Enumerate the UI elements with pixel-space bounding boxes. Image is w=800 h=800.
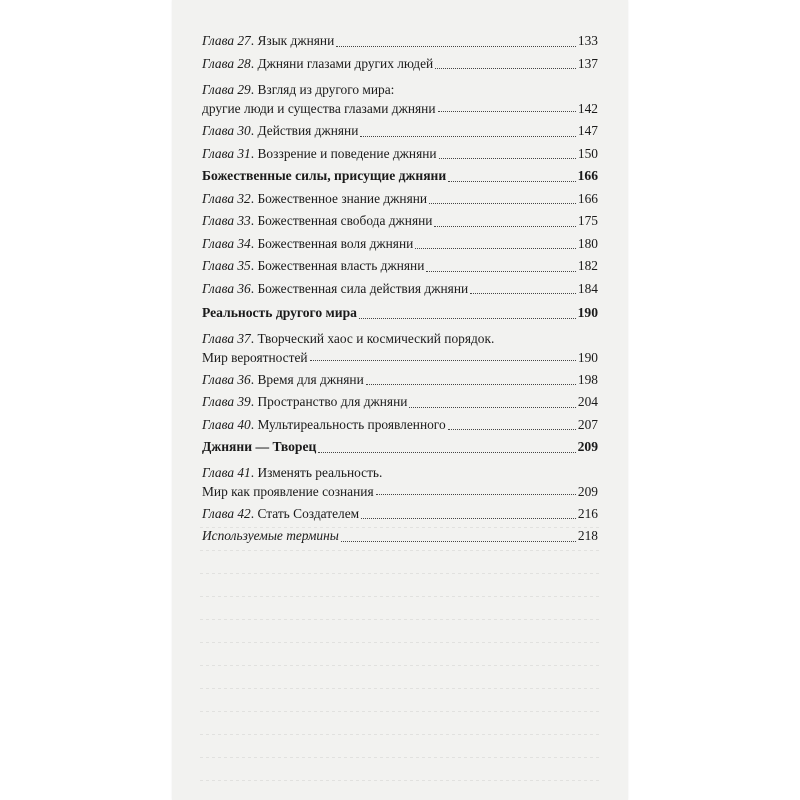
dot-leader xyxy=(360,135,576,137)
dot-leader xyxy=(366,383,576,385)
toc-entry: Глава 39. Пространство для джняни 204 xyxy=(202,391,598,414)
chapter-title-line-2: другие люди и существа глазами джняни xyxy=(202,101,436,116)
chapter-number: Глава 33 xyxy=(202,213,251,228)
chapter-number: Глава 36 xyxy=(202,371,251,387)
toc-entry: Глава 27. Язык джняни 133 xyxy=(202,30,598,53)
dot-leader xyxy=(409,406,575,408)
dot-leader xyxy=(429,202,576,204)
page-number: 216 xyxy=(577,505,598,521)
dot-leader xyxy=(318,451,575,453)
toc-entry: Глава 30. Действия джняни 147 xyxy=(202,120,598,143)
page-number: 209 xyxy=(577,439,598,454)
chapter-number: Глава 27 xyxy=(202,33,251,48)
toc-entry: Глава 29. Взгляд из другого мира: другие люди и существа глазами джняни 142 xyxy=(202,82,598,116)
page-number: 180 xyxy=(577,235,598,251)
chapter-title: Мультиреальность проявленного xyxy=(257,416,446,432)
section-title: Божественные силы, присущие джняни xyxy=(202,168,447,183)
dot-leader xyxy=(361,517,576,519)
chapter-title-line-2: Мир как проявление сознания xyxy=(202,483,374,499)
toc-entry-terms xyxy=(202,525,598,548)
toc-section-heading xyxy=(202,165,598,188)
dot-leader xyxy=(341,540,576,542)
page-number: 198 xyxy=(577,371,598,387)
toc-section-heading xyxy=(202,436,598,459)
bleed-through-text xyxy=(200,512,600,782)
page-number: 133 xyxy=(577,33,598,48)
page-number: 190 xyxy=(577,305,598,320)
dot-leader xyxy=(310,359,576,361)
page-number: 218 xyxy=(577,528,598,543)
section-title: Джняни — Творец xyxy=(202,439,317,454)
page-number: 204 xyxy=(577,394,598,409)
chapter-title: Воззрение и поведение джняни xyxy=(257,145,437,161)
chapter-title-line-1: Творческий хаос и космический порядок. xyxy=(257,330,495,346)
chapter-number: Глава 29 xyxy=(202,82,251,97)
dot-leader xyxy=(434,225,575,227)
chapter-number: Глава 28 xyxy=(202,55,251,71)
chapter-number: Глава 30 xyxy=(202,123,251,138)
section-title: Реальность другого мира xyxy=(202,305,357,320)
chapter-number: Глава 37 xyxy=(202,330,251,346)
toc-entry: Глава 33. Божественная свобода джняни 175 xyxy=(202,210,598,233)
page-number: 137 xyxy=(577,55,598,71)
page-number: 142 xyxy=(577,101,598,116)
page-number: 209 xyxy=(577,483,598,499)
chapter-title: Джняни глазами других людей xyxy=(257,55,434,71)
chapter-number: Глава 41 xyxy=(202,464,251,480)
dot-leader xyxy=(376,493,576,495)
chapter-title: Божественное знание джняни xyxy=(257,190,428,206)
chapter-title: Божественная свобода джняни xyxy=(257,213,433,228)
toc-entry: Глава 40. Мультиреальность проявленного 207 xyxy=(202,414,598,437)
toc-entry: Глава 35. Божественная власть джняни 182 xyxy=(202,255,598,278)
chapter-number: Глава 36 xyxy=(202,280,251,296)
dot-leader xyxy=(426,270,576,272)
toc-entry: Глава 34. Божественная воля джняни 180 xyxy=(202,233,598,256)
chapter-number: Глава 40 xyxy=(202,416,251,432)
chapter-title-line-1: Взгляд из другого мира: xyxy=(257,82,395,97)
page-number: 182 xyxy=(577,258,598,273)
toc-entry: Глава 37. Творческий хаос и космический порядок. Мир вероятностей 190 xyxy=(202,330,598,365)
dot-leader xyxy=(439,157,576,159)
dot-leader xyxy=(470,292,576,294)
toc-entry: Глава 36. Время для джняни 198 xyxy=(202,369,598,392)
table-of-contents xyxy=(202,30,598,548)
toc-entry: Глава 41. Изменять реальность. Мир как проявление сознания 209 xyxy=(202,464,598,499)
chapter-title-line-2: Мир вероятностей xyxy=(202,349,308,365)
dot-leader xyxy=(359,317,576,319)
toc-section-heading xyxy=(202,302,598,325)
page-number: 184 xyxy=(577,280,598,296)
page-number: 150 xyxy=(577,145,598,161)
dot-leader xyxy=(415,247,576,249)
dot-leader xyxy=(448,180,575,182)
chapter-title: Действия джняни xyxy=(257,123,359,138)
chapter-title: Пространство для джняни xyxy=(257,394,408,409)
chapter-number: Глава 35 xyxy=(202,258,251,273)
chapter-number: Глава 32 xyxy=(202,190,251,206)
page-number: 147 xyxy=(577,123,598,138)
chapter-number: Глава 42 xyxy=(202,505,251,521)
chapter-number: Глава 34 xyxy=(202,235,251,251)
chapter-title: Божественная сила действия джняни xyxy=(257,280,469,296)
toc-entry: Глава 31. Воззрение и поведение джняни 150 xyxy=(202,143,598,166)
terms-title: Используемые термины xyxy=(202,528,339,543)
chapter-title: Стать Создателем xyxy=(257,505,360,521)
page-number: 175 xyxy=(577,213,598,228)
page-number: 190 xyxy=(577,349,598,365)
chapter-title: Божественная власть джняни xyxy=(257,258,425,273)
dot-leader xyxy=(438,110,576,112)
chapter-title: Божественная воля джняни xyxy=(257,235,414,251)
toc-entry: Глава 36. Божественная сила действия джняни 184 xyxy=(202,278,598,301)
chapter-title: Язык джняни xyxy=(257,33,335,48)
toc-entry: Глава 32. Божественное знание джняни 166 xyxy=(202,188,598,211)
chapter-number: Глава 39 xyxy=(202,394,251,409)
toc-entry: Глава 42. Стать Создателем 216 xyxy=(202,503,598,526)
chapter-title-line-1: Изменять реальность. xyxy=(257,464,383,480)
dot-leader xyxy=(336,45,576,47)
page-number: 207 xyxy=(577,416,598,432)
dot-leader xyxy=(435,67,576,69)
page-number: 166 xyxy=(577,190,598,206)
chapter-number: Глава 31 xyxy=(202,145,251,161)
page-number: 166 xyxy=(577,168,598,183)
dot-leader xyxy=(448,428,576,430)
toc-entry: Глава 28. Джняни глазами других людей 137 xyxy=(202,53,598,76)
chapter-title: Время для джняни xyxy=(257,371,364,387)
